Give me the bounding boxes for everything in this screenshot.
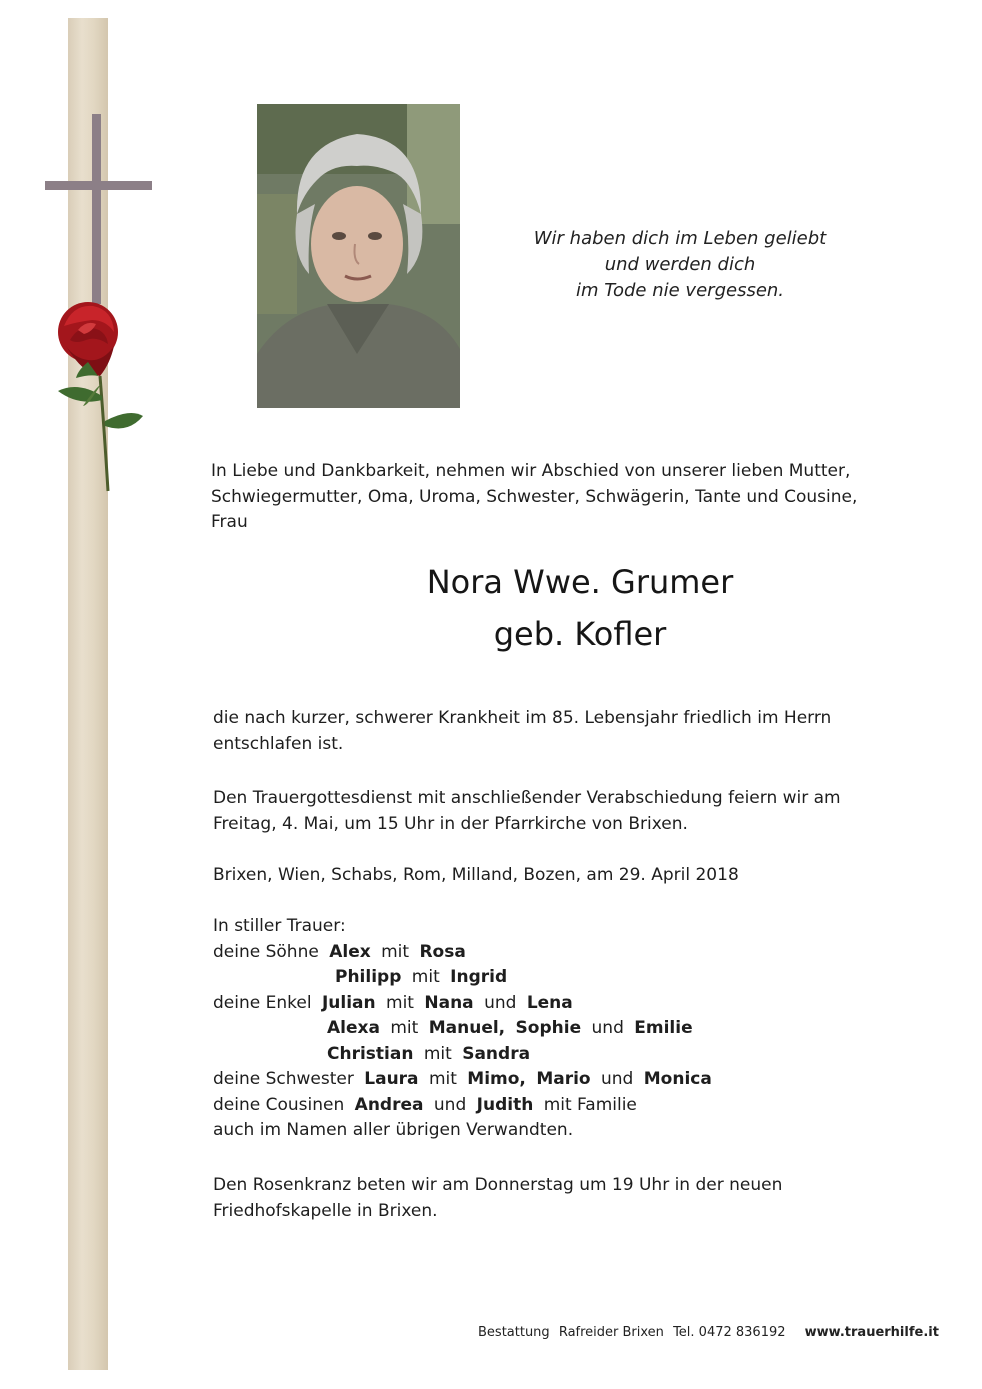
rosary-paragraph xyxy=(213,1173,782,1224)
grandchild-name: Alexa xyxy=(327,1018,380,1038)
quote-line: im Tode nie vergessen. xyxy=(575,280,785,301)
connector: mit xyxy=(390,1018,419,1038)
relative-name: Mimo, xyxy=(467,1069,526,1089)
service-line: Freitag, 4. Mai, um 15 Uhr in der Pfarrkirche von Brixen. xyxy=(213,813,688,834)
connector: und xyxy=(591,1018,624,1038)
deceased-name-block xyxy=(330,556,830,660)
partner-name: Lena xyxy=(526,992,573,1013)
passing-line: entschlafen ist. xyxy=(213,733,344,754)
place-date-text: Brixen, Wien, Schabs, Rom, Milland, Bozen, am 29. April 2018 xyxy=(213,865,739,885)
sister-name: Laura xyxy=(364,1069,419,1089)
mourners-grandchildren-3 xyxy=(213,1042,717,1068)
son-name: Alex xyxy=(329,941,371,962)
rose-icon xyxy=(48,296,148,496)
intro-paragraph xyxy=(211,459,857,536)
memorial-quote xyxy=(520,226,840,304)
partner-name: Nana xyxy=(424,992,474,1013)
partner-name: Emilie xyxy=(634,1018,693,1038)
portrait-photo xyxy=(257,104,460,408)
mourners-cousins xyxy=(213,1093,717,1119)
partner-name: Sophie xyxy=(515,1018,582,1038)
mourners-grandchildren-2 xyxy=(213,1016,717,1042)
relative-name: Mario xyxy=(536,1069,591,1089)
partner-name: Rosa xyxy=(419,941,466,962)
footer-tel: Tel. 0472 836192 xyxy=(673,1325,786,1340)
partner-name: Manuel, xyxy=(428,1018,506,1038)
connector: mit xyxy=(386,992,414,1013)
son-name: Philipp xyxy=(335,967,402,987)
passing-paragraph xyxy=(213,706,831,757)
cousin-name: Andrea xyxy=(354,1094,424,1115)
cross-icon xyxy=(92,114,101,304)
intro-line: In Liebe und Dankbarkeit, nehmen wir Abschied von unserer lieben Mutter, xyxy=(211,461,851,481)
place-date xyxy=(213,863,739,889)
service-line: Den Trauergottesdienst mit anschließender Verabschiedung feiern wir am xyxy=(213,788,841,808)
connector: und xyxy=(433,1094,467,1115)
quote-line: und werden dich xyxy=(604,254,756,275)
mourners-sister xyxy=(213,1067,717,1093)
connector: mit xyxy=(428,1069,457,1089)
grandchild-name: Christian xyxy=(327,1043,414,1064)
intro-line: Frau xyxy=(211,512,248,532)
intro-line: Schwiegermutter, Oma, Uroma, Schwester, Schwägerin, Tante und Cousine, xyxy=(211,486,858,507)
mourners-grandchildren xyxy=(213,991,717,1017)
mourners-relatives: auch im Namen aller übrigen Verwandten. xyxy=(213,1120,574,1140)
cousin-name: Judith xyxy=(476,1094,534,1115)
connector: mit xyxy=(381,941,410,962)
relative-name: Monica xyxy=(643,1069,712,1089)
deceased-name: Nora Wwe. Grumer xyxy=(426,563,734,601)
mourners-heading: In stiller Trauer: xyxy=(213,916,346,936)
passing-line: die nach kurzer, schwerer Krankheit im 85. Lebensjahr friedlich im Herrn xyxy=(213,708,832,728)
service-paragraph xyxy=(213,786,841,837)
decorative-strip xyxy=(68,18,108,1370)
partner-name: Ingrid xyxy=(450,967,508,987)
deceased-birth-name: geb. Kofler xyxy=(493,615,667,653)
grandchildren-label: deine Enkel xyxy=(213,992,312,1013)
connector: mit xyxy=(411,967,440,987)
footer-company: Bestattung xyxy=(478,1325,550,1340)
footer-website[interactable]: www.trauerhilfe.it xyxy=(804,1325,939,1340)
cross-icon-bar xyxy=(45,181,152,190)
quote-line: Wir haben dich im Leben geliebt xyxy=(533,228,827,249)
connector: mit xyxy=(423,1043,452,1064)
partner-name: Sandra xyxy=(462,1043,531,1064)
sons-label: deine Söhne xyxy=(213,941,319,962)
mourners-list xyxy=(213,914,717,1144)
footer xyxy=(478,1325,944,1340)
family-suffix: mit Familie xyxy=(543,1094,637,1115)
mourners-sons-2 xyxy=(213,965,717,991)
rosary-line: Friedhofskapelle in Brixen. xyxy=(213,1200,438,1221)
sister-label: deine Schwester xyxy=(213,1069,354,1089)
cousins-label: deine Cousinen xyxy=(213,1094,345,1115)
footer-name: Rafreider Brixen xyxy=(558,1325,664,1340)
connector: und xyxy=(601,1069,634,1089)
connector: und xyxy=(484,992,517,1013)
grandchild-name: Julian xyxy=(321,992,376,1013)
rosary-line: Den Rosenkranz beten wir am Donnerstag um 19 Uhr in der neuen xyxy=(213,1175,783,1195)
mourners-sons xyxy=(213,940,717,966)
